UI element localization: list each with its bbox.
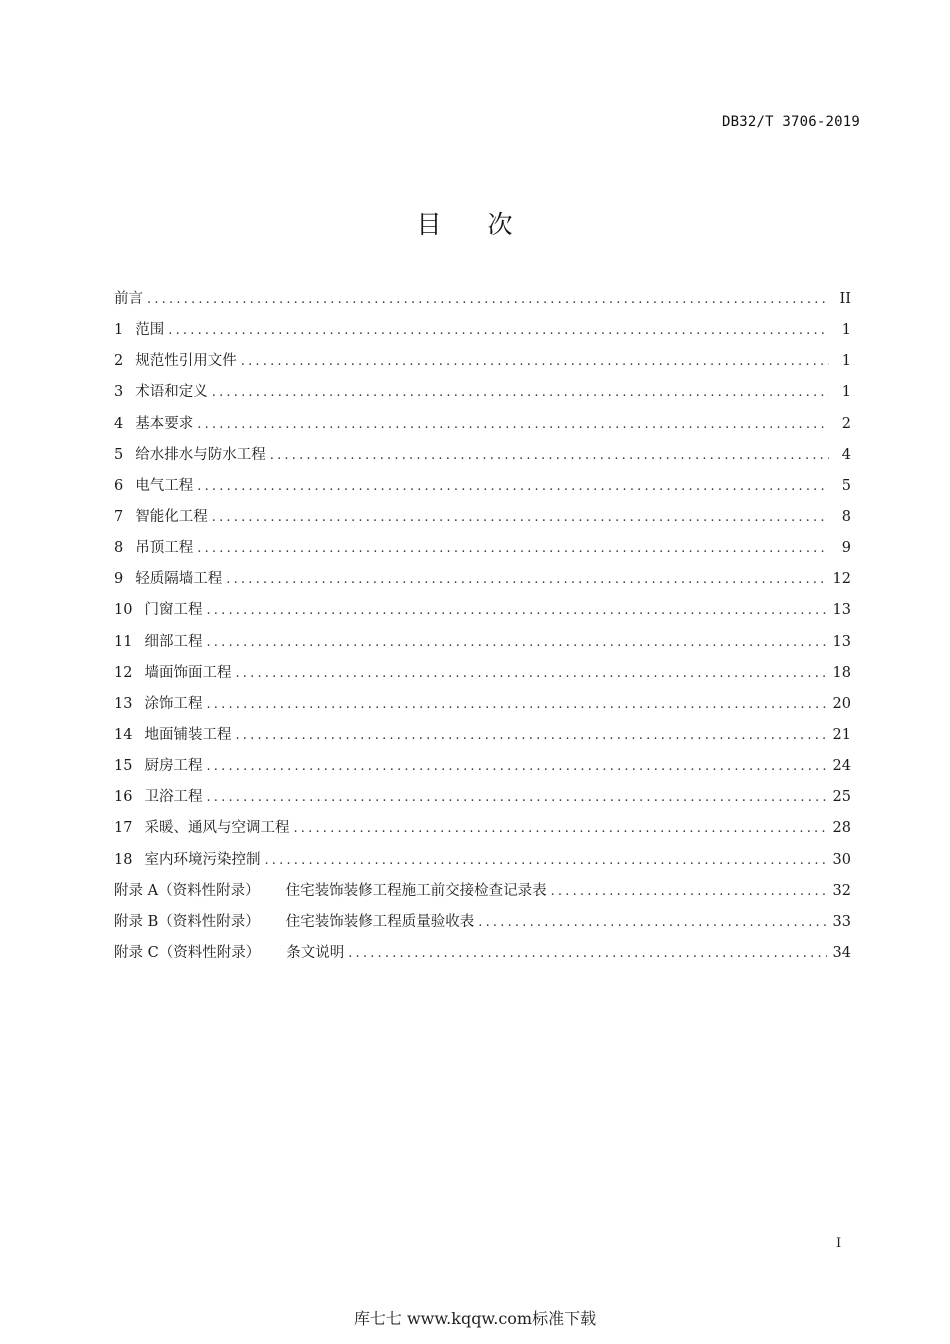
toc-entry[interactable]	[114, 689, 851, 720]
toc-entry-label: 范围	[135, 322, 165, 339]
toc-entry-page: 21	[832, 726, 851, 743]
toc-entry-number: 3	[114, 384, 124, 401]
toc-entry-page: 34	[832, 944, 851, 961]
toc-entry[interactable]	[114, 284, 851, 315]
toc-entry[interactable]	[114, 845, 851, 876]
toc-entry-page: 32	[832, 882, 851, 899]
toc-entry-appendix-prefix: 附录 C（资料性附录）	[114, 944, 261, 961]
toc-entry-page: 12	[832, 571, 851, 588]
toc-entry-page: 13	[832, 602, 851, 619]
toc-entry[interactable]	[114, 502, 851, 533]
toc-entry-label: 卫浴工程	[144, 789, 203, 806]
toc-entry-number: 6	[114, 477, 124, 494]
toc-entry-page: 30	[832, 851, 851, 868]
toc-leader-dots	[241, 346, 829, 377]
toc-entry-label: 电气工程	[135, 477, 194, 494]
toc-leader-dots	[206, 689, 826, 720]
toc-entry-page: 1	[841, 353, 851, 370]
toc-entry-number: 12	[114, 664, 133, 681]
toc-entry-page: 20	[832, 695, 851, 712]
toc-entry-page: II	[839, 291, 851, 307]
toc-entry-label: 室内环境污染控制	[144, 851, 261, 868]
toc-entry-label: 吊顶工程	[135, 540, 194, 557]
toc-entry[interactable]	[114, 627, 851, 658]
toc-entry-label: 细部工程	[144, 633, 203, 650]
toc-entry[interactable]	[114, 315, 851, 346]
toc-entry-number: 7	[114, 508, 124, 525]
table-of-contents	[114, 284, 851, 969]
site-watermark: 库七七 www.kqqw.com标准下载	[353, 1309, 597, 1328]
toc-leader-dots	[235, 720, 826, 751]
toc-entry-number: 9	[114, 571, 124, 588]
toc-entry-label: 规范性引用文件	[135, 353, 237, 370]
toc-entry-label: 墙面饰面工程	[144, 664, 232, 681]
toc-entry-number: 14	[114, 726, 133, 743]
toc-entry-label: 前言	[114, 291, 143, 307]
toc-leader-dots	[197, 409, 829, 440]
toc-entry-page: 25	[832, 789, 851, 806]
toc-entry-number: 1	[114, 322, 124, 339]
toc-entry-number: 5	[114, 446, 124, 463]
toc-entry-number: 4	[114, 415, 124, 432]
toc-entry-label: 条文说明	[286, 944, 345, 961]
toc-entry-page: 5	[841, 477, 851, 494]
toc-entry-appendix-prefix: 附录 B（资料性附录）	[114, 913, 260, 930]
toc-leader-dots	[235, 658, 826, 689]
toc-entry-label: 涂饰工程	[144, 695, 203, 712]
toc-entry[interactable]	[114, 751, 851, 782]
toc-leader-dots	[197, 471, 829, 502]
toc-entry-label: 基本要求	[135, 415, 194, 432]
toc-leader-dots	[212, 502, 829, 533]
toc-entry-label: 门窗工程	[144, 602, 203, 619]
toc-leader-dots	[197, 533, 829, 564]
toc-leader-dots	[147, 284, 829, 315]
toc-entry-page: 28	[832, 820, 851, 837]
toc-entry-label: 采暖、通风与空调工程	[144, 820, 290, 837]
toc-leader-dots	[212, 377, 829, 408]
toc-leader-dots	[478, 907, 826, 938]
toc-entry-label: 厨房工程	[144, 758, 203, 775]
toc-leader-dots	[293, 813, 826, 844]
toc-entry-page: 24	[832, 758, 851, 775]
toc-entry-page: 1	[841, 322, 851, 339]
toc-entry[interactable]	[114, 409, 851, 440]
toc-entry[interactable]	[114, 813, 851, 844]
toc-entry[interactable]	[114, 595, 851, 626]
toc-leader-dots	[551, 876, 827, 907]
toc-leader-dots	[206, 751, 826, 782]
toc-entry[interactable]	[114, 907, 851, 938]
toc-entry[interactable]	[114, 533, 851, 564]
toc-entry[interactable]	[114, 782, 851, 813]
toc-leader-dots	[226, 564, 826, 595]
toc-leader-dots	[270, 440, 829, 471]
toc-entry-number: 17	[114, 820, 133, 837]
toc-entry-label: 轻质隔墙工程	[135, 571, 223, 588]
toc-entry-number: 13	[114, 695, 133, 712]
toc-entry-number: 18	[114, 851, 133, 868]
toc-entry-label: 地面铺装工程	[144, 726, 232, 743]
toc-entry-label: 给水排水与防水工程	[135, 446, 266, 463]
toc-entry-label: 智能化工程	[135, 508, 208, 525]
toc-leader-dots	[206, 595, 826, 626]
toc-entry-page: 1	[841, 384, 851, 401]
toc-leader-dots	[264, 845, 826, 876]
toc-leader-dots	[168, 315, 829, 346]
toc-entry[interactable]	[114, 658, 851, 689]
toc-entry-page: 33	[832, 913, 851, 930]
toc-entry-number: 16	[114, 789, 133, 806]
toc-entry[interactable]	[114, 377, 851, 408]
toc-entry[interactable]	[114, 346, 851, 377]
toc-entry-label: 住宅装饰装修工程施工前交接检查记录表	[285, 882, 547, 899]
toc-entry[interactable]	[114, 938, 851, 969]
toc-leader-dots	[206, 627, 826, 658]
toc-entry-number: 8	[114, 540, 124, 557]
toc-entry-number: 10	[114, 602, 133, 619]
toc-entry-page: 2	[841, 415, 851, 432]
toc-entry-number: 2	[114, 353, 124, 370]
toc-entry-page: 4	[841, 446, 851, 463]
toc-entry[interactable]	[114, 564, 851, 595]
toc-entry-label: 住宅装饰装修工程质量验收表	[285, 913, 475, 930]
toc-entry[interactable]	[114, 440, 851, 471]
toc-leader-dots	[206, 782, 826, 813]
toc-leader-dots	[348, 938, 826, 969]
toc-entry-number: 11	[114, 633, 133, 650]
toc-entry-page: 8	[841, 508, 851, 525]
standard-code: DB32/T 3706-2019	[721, 114, 860, 130]
toc-entry-page: 18	[832, 664, 851, 681]
toc-entry[interactable]	[114, 876, 851, 907]
toc-entry[interactable]	[114, 720, 851, 751]
toc-entry-page: 13	[832, 633, 851, 650]
toc-entry[interactable]	[114, 471, 851, 502]
toc-entry-label: 术语和定义	[135, 384, 208, 401]
toc-entry-number: 15	[114, 758, 133, 775]
toc-entry-appendix-prefix: 附录 A（资料性附录）	[114, 882, 260, 899]
page-number: I	[836, 1236, 842, 1251]
page-title: 目次	[416, 210, 559, 239]
toc-entry-page: 9	[841, 540, 851, 557]
